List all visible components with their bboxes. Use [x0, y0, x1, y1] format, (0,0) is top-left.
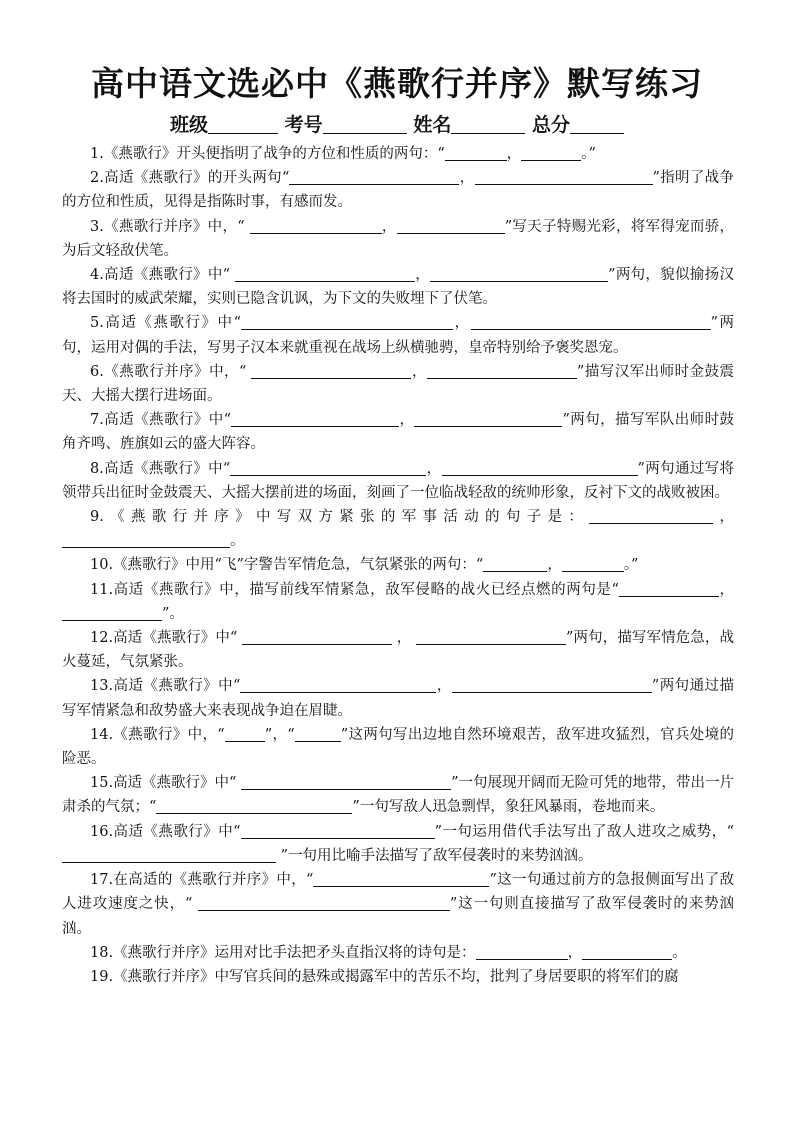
answer-blank[interactable]: [416, 628, 566, 645]
answer-blank[interactable]: [62, 846, 276, 863]
answer-blank[interactable]: [582, 943, 672, 960]
class-blank[interactable]: [208, 113, 278, 134]
answer-blank[interactable]: [289, 168, 459, 185]
answer-blank[interactable]: [313, 870, 489, 887]
answer-blank[interactable]: [295, 725, 341, 742]
answer-blank[interactable]: [427, 362, 577, 379]
answer-blank[interactable]: [619, 580, 719, 597]
answer-blank[interactable]: [230, 459, 426, 476]
answer-blank[interactable]: [62, 531, 230, 548]
student-info-bar: [0, 110, 794, 137]
question-item: 7.高适《燕歌行》中“ ， ”两句，描写军队出师时鼓角齐鸣、旌旗如云的盛大阵容。: [62, 412, 735, 453]
answer-blank[interactable]: [240, 676, 436, 693]
question-item: 12.高适《燕歌行》中“ ， ”两句，描写军情危急，战火蔓延，气氛紧张。: [62, 630, 734, 671]
name-blank[interactable]: [451, 113, 525, 134]
answer-blank[interactable]: [445, 144, 507, 161]
question-item: 11.高适《燕歌行》中，描写前线军情紧急，敌军侵略的战火已经点燃的两句是“ ，”。: [62, 578, 734, 626]
answer-blank[interactable]: [397, 217, 505, 234]
answer-blank[interactable]: [521, 144, 581, 161]
answer-blank[interactable]: [198, 894, 450, 911]
answer-blank[interactable]: [62, 604, 162, 621]
class-label: 班级: [170, 114, 209, 136]
question-item: 3.《燕歌行并序》中，“ ， ”写天子特赐光彩，将军得宠而骄，为后文轻敌伏笔。: [62, 218, 734, 259]
question-item: 18.《燕歌行并序》运用对比手法把矛头直指汉将的诗句是： ， 。: [90, 944, 687, 961]
answer-blank[interactable]: [562, 555, 624, 572]
question-item: 16.高适《燕歌行》中“ ”一句运用借代手法写出了敌人进攻之威势，“ ”一句用比喻手法描写了敌军侵袭时的来势汹汹。: [62, 820, 734, 868]
answer-blank[interactable]: [231, 410, 399, 427]
question-item: 17.在高适的《燕歌行并序》中，“ ”这一句通过前方的急报侧面写出了敌人进攻速度之快，“ ”这一句则直接描写了敌军侵袭时的来势汹汹。: [62, 872, 734, 937]
answer-blank[interactable]: [452, 676, 652, 693]
answer-blank[interactable]: [471, 313, 711, 330]
score-blank[interactable]: [570, 113, 624, 134]
answer-blank[interactable]: [156, 797, 352, 814]
question-item: 8.高适《燕歌行》中“ ， ”两句通过写将领带兵出征时金鼓震天、大摇大摆前进的场面，刻画了一位临战轻敌的统帅形象，反衬下文的战败被困。: [62, 460, 734, 501]
name-label: 姓名: [413, 114, 452, 136]
question-item: 13.高适《燕歌行》中“ ， ”两句通过描写军情紧急和敌势盛大来表现战争迫在眉睫。: [62, 678, 734, 719]
answer-blank[interactable]: [241, 773, 451, 790]
answer-blank[interactable]: [251, 362, 411, 379]
answer-blank[interactable]: [242, 628, 392, 645]
answer-blank[interactable]: [241, 822, 435, 839]
question-list: [62, 142, 734, 989]
answer-blank[interactable]: [442, 459, 638, 476]
question-item: 4.高适《燕歌行》中“ ， ”两句，貌似揄扬汉将去国时的威武荣耀，实则已隐含讥讽，为下文的失败埋下了伏笔。: [62, 267, 734, 308]
question-item: 10.《燕歌行》中用“飞”字警告军情危急，气氛紧张的两句：“ ， 。”: [90, 557, 639, 574]
page-title: 高中语文选必中《燕歌行并序》默写练习: [91, 64, 703, 103]
answer-blank[interactable]: [235, 265, 415, 282]
answer-blank[interactable]: [475, 168, 653, 185]
question-item: 14.《燕歌行》中，“ ”，“ ”这两句写出边地自然环境艰苦，敌军进攻猛烈，官兵处境的险恶。: [62, 726, 734, 768]
exam-number-label: 考号: [284, 114, 323, 136]
exam-number-blank[interactable]: [323, 113, 407, 134]
question-item: 19.《燕歌行并序》中写官兵间的悬殊或揭露军中的苦乐不均，批判了身居要职的将军们的腐: [90, 968, 679, 985]
answer-blank[interactable]: [430, 265, 608, 282]
question-item: 6.《燕歌行并序》中，“ ， ”描写汉军出师时金鼓震天、大摇大摆行进场面。: [62, 363, 734, 405]
answer-blank[interactable]: [250, 217, 382, 234]
answer-blank[interactable]: [241, 313, 453, 330]
answer-blank[interactable]: [225, 725, 265, 742]
question-item: 2.高适《燕歌行》的开头两句“ ， ”指明了战争的方位和性质，见得是指陈时事，有感而发。: [62, 170, 734, 211]
answer-blank[interactable]: [589, 507, 713, 524]
answer-blank[interactable]: [414, 410, 562, 427]
question-item: 5.高适《燕歌行》中“ ， ”两句，运用对偶的手法，写男子汉本来就重视在战场上纵横驰骋，皇帝特别给予褒奖恩宠。: [62, 315, 735, 356]
answer-blank[interactable]: [483, 555, 547, 572]
question-item: 9.《燕歌行并序》中写双方紧张的军事活动的句子是： ，。: [62, 505, 734, 553]
question-item: 15.高适《燕歌行》中“ ”一句展现开阔而无险可凭的地带，带出一片肃杀的气氛；“ ”一句写敌人迅急剽悍，象狂风暴雨，卷地而来。: [62, 775, 735, 816]
answer-blank[interactable]: [476, 943, 568, 960]
score-label: 总分: [531, 114, 570, 136]
question-item: 1.《燕歌行》开头便指明了战争的方位和性质的两句：“ ， 。”: [90, 146, 596, 162]
